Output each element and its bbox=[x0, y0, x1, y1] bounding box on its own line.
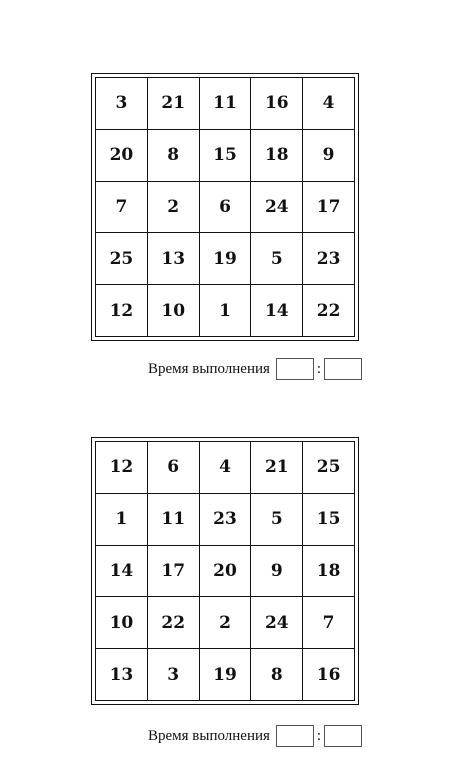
grid-cell[interactable]: 3 bbox=[148, 649, 200, 701]
grid-cell[interactable]: 3 bbox=[96, 78, 148, 130]
grid-cell[interactable]: 13 bbox=[148, 233, 200, 285]
grid-cell[interactable]: 18 bbox=[251, 130, 303, 182]
grid-cell[interactable]: 14 bbox=[251, 285, 303, 337]
grid-cell[interactable]: 15 bbox=[200, 130, 252, 182]
grid-cell[interactable]: 2 bbox=[148, 182, 200, 234]
grid-cell[interactable]: 23 bbox=[303, 233, 355, 285]
grid-cell[interactable]: 7 bbox=[96, 182, 148, 234]
grid-cell[interactable]: 21 bbox=[148, 78, 200, 130]
grid-1-cells bbox=[95, 77, 355, 337]
grid-cell[interactable]: 2 bbox=[200, 597, 252, 649]
grid-cell[interactable]: 25 bbox=[303, 442, 355, 494]
time-label: Время выполнения bbox=[148, 360, 270, 377]
time-separator: : bbox=[316, 728, 321, 744]
grid-cell[interactable]: 24 bbox=[251, 597, 303, 649]
grid-cell[interactable]: 7 bbox=[303, 597, 355, 649]
grid-cell[interactable]: 9 bbox=[303, 130, 355, 182]
grid-cell[interactable]: 19 bbox=[200, 649, 252, 701]
time-label: Время выполнения bbox=[148, 727, 270, 744]
grid-cell[interactable]: 22 bbox=[303, 285, 355, 337]
minutes-input-box[interactable] bbox=[276, 725, 314, 747]
time-row-1 bbox=[148, 357, 362, 381]
grid-cell[interactable]: 20 bbox=[200, 546, 252, 598]
time-separator: : bbox=[316, 361, 321, 377]
grid-cell[interactable]: 5 bbox=[251, 494, 303, 546]
grid-cell[interactable]: 17 bbox=[303, 182, 355, 234]
grid-cell[interactable]: 20 bbox=[96, 130, 148, 182]
grid-cell[interactable]: 21 bbox=[251, 442, 303, 494]
grid-cell[interactable]: 19 bbox=[200, 233, 252, 285]
seconds-input-box[interactable] bbox=[324, 358, 362, 380]
grid-cell[interactable]: 4 bbox=[200, 442, 252, 494]
grid-cell[interactable]: 4 bbox=[303, 78, 355, 130]
minutes-input-box[interactable] bbox=[276, 358, 314, 380]
grid-cell[interactable]: 6 bbox=[200, 182, 252, 234]
schulte-table-2 bbox=[91, 437, 359, 705]
grid-cell[interactable]: 15 bbox=[303, 494, 355, 546]
grid-cell[interactable]: 11 bbox=[200, 78, 252, 130]
seconds-input-box[interactable] bbox=[324, 725, 362, 747]
grid-cell[interactable]: 9 bbox=[251, 546, 303, 598]
grid-cell[interactable]: 10 bbox=[148, 285, 200, 337]
grid-cell[interactable]: 12 bbox=[96, 285, 148, 337]
grid-cell[interactable]: 1 bbox=[96, 494, 148, 546]
grid-cell[interactable]: 18 bbox=[303, 546, 355, 598]
grid-cell[interactable]: 17 bbox=[148, 546, 200, 598]
grid-cell[interactable]: 1 bbox=[200, 285, 252, 337]
schulte-table-1 bbox=[91, 73, 359, 341]
grid-cell[interactable]: 5 bbox=[251, 233, 303, 285]
grid-cell[interactable]: 23 bbox=[200, 494, 252, 546]
grid-cell[interactable]: 8 bbox=[148, 130, 200, 182]
grid-cell[interactable]: 22 bbox=[148, 597, 200, 649]
grid-2-cells bbox=[95, 441, 355, 701]
grid-cell[interactable]: 25 bbox=[96, 233, 148, 285]
grid-cell[interactable]: 16 bbox=[303, 649, 355, 701]
grid-cell[interactable]: 6 bbox=[148, 442, 200, 494]
grid-cell[interactable]: 24 bbox=[251, 182, 303, 234]
time-row-2 bbox=[148, 724, 362, 748]
grid-cell[interactable]: 16 bbox=[251, 78, 303, 130]
grid-cell[interactable]: 10 bbox=[96, 597, 148, 649]
grid-cell[interactable]: 12 bbox=[96, 442, 148, 494]
grid-cell[interactable]: 14 bbox=[96, 546, 148, 598]
grid-cell[interactable]: 8 bbox=[251, 649, 303, 701]
grid-cell[interactable]: 13 bbox=[96, 649, 148, 701]
grid-cell[interactable]: 11 bbox=[148, 494, 200, 546]
